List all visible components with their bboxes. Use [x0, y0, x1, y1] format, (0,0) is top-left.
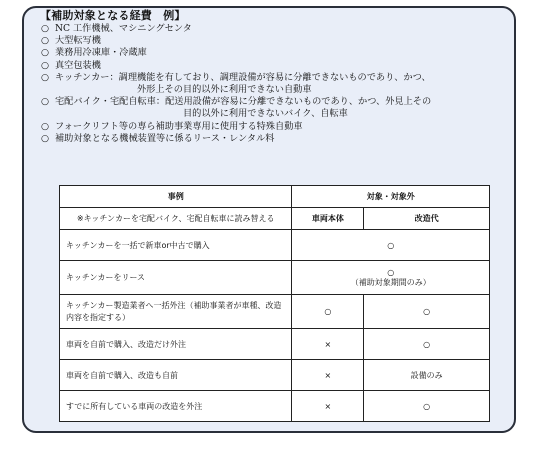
case-cell: すでに所有している車両の改造を外注	[60, 391, 292, 422]
table-header-row	[60, 208, 490, 230]
header-group: 対象・対象外	[292, 186, 490, 208]
span-note: （補助対象期間のみ）	[350, 277, 431, 287]
section-title: 【補助対象となる経費 例】	[40, 9, 186, 22]
table-header-row	[60, 186, 490, 208]
vehicle-cell: ○	[292, 295, 364, 329]
list-item	[41, 96, 511, 108]
list-item-text: フォークリフト等の専ら補助事業専用に使用する特殊自動車	[55, 120, 303, 132]
list-item	[41, 23, 511, 35]
span-mark: ○	[387, 267, 395, 277]
span-cell	[292, 261, 490, 295]
list-item-text: 大型転写機	[55, 35, 101, 47]
case-cell: 車両を自前で購入、改造も自前	[60, 360, 292, 391]
vehicle-cell: ×	[292, 329, 364, 360]
list-item-continuation: 外形上その目的以外に利用できない自動車	[137, 84, 312, 96]
span-cell: ○	[292, 230, 490, 261]
header-case: 事例	[60, 186, 292, 208]
case-cell: キッチンカーをリース	[60, 261, 292, 295]
header-modify: 改造代	[364, 208, 490, 230]
list-item	[41, 133, 511, 145]
circle-bullet-icon: ○	[41, 47, 50, 59]
case-cell: 車両を自前で購入、改造だけ外注	[60, 329, 292, 360]
list-item	[41, 60, 511, 72]
modify-cell: 設備のみ	[364, 360, 490, 391]
table-row	[60, 230, 490, 261]
modify-cell: ○	[364, 295, 490, 329]
eligibility-table	[59, 185, 490, 422]
circle-bullet-icon: ○	[41, 35, 50, 47]
table-row	[60, 295, 490, 329]
case-cell: キッチンカー製造業者へ一括外注（補助事業者が車種、改造内容を指定する）	[60, 295, 292, 329]
vehicle-cell: ×	[292, 391, 364, 422]
list-item	[41, 47, 511, 59]
list-item-text: 補助対象となる機械装置等に係るリース・レンタル料	[55, 132, 275, 144]
list-item-text: 宅配バイク・宅配自転車：配送用設備が容易に分離できないものであり、かつ、外見上その	[55, 96, 432, 108]
vehicle-cell: ×	[292, 360, 364, 391]
list-item-text: キッチンカー：調理機能を有しており、調理設備が容易に分離できないものであり、かつ、	[55, 71, 431, 83]
list-item	[41, 121, 511, 133]
list-item-text: 業務用冷凍庫・冷蔵庫	[55, 47, 147, 59]
circle-bullet-icon: ○	[41, 96, 50, 108]
modify-cell: ○	[364, 329, 490, 360]
list-item-text: 真空包装機	[55, 59, 101, 71]
circle-bullet-icon: ○	[41, 120, 50, 132]
table-row	[60, 360, 490, 391]
header-vehicle: 車両本体	[292, 208, 364, 230]
circle-bullet-icon: ○	[41, 23, 50, 34]
list-item-text: NC 工作機械、マシニングセンタ	[55, 23, 192, 34]
list-item	[41, 72, 511, 84]
expense-list	[41, 23, 511, 145]
header-note: ※キッチンカーを宅配バイク、宅配自転車に読み替える	[60, 208, 292, 230]
list-item	[41, 35, 511, 47]
table-row	[60, 391, 490, 422]
modify-cell: ○	[364, 391, 490, 422]
table-row	[60, 261, 490, 295]
circle-bullet-icon: ○	[41, 132, 50, 144]
circle-bullet-icon: ○	[41, 59, 50, 71]
case-cell: キッチンカーを一括で新車or中古で購入	[60, 230, 292, 261]
list-item-continuation: 目的以外に利用できないバイク、自転車	[183, 108, 348, 120]
table-row	[60, 329, 490, 360]
circle-bullet-icon: ○	[41, 71, 50, 83]
